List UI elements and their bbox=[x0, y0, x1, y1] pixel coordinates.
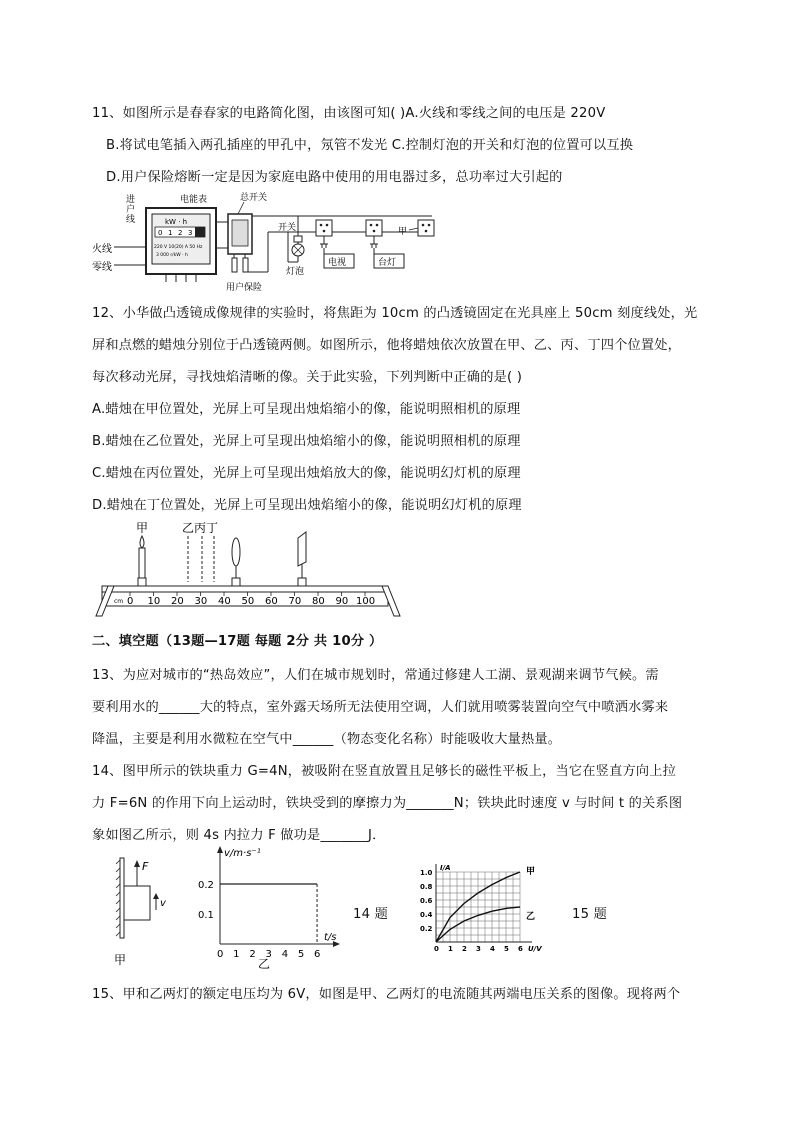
q12-option-d: D.蜡烛在丁位置处，光屏上可呈现出烛焰缩小的像，能说明幻灯机的原理 bbox=[92, 498, 522, 513]
bench-tick-label: 0 bbox=[127, 596, 134, 607]
meter-revs: 3 000 r/kW · h bbox=[156, 253, 188, 258]
series-legend-label: 甲 bbox=[526, 867, 536, 877]
bench-tick-label: 90 bbox=[335, 596, 349, 607]
q15-line-1: 15、甲和乙两灯的额定电压均为 6V，如图是甲、乙两灯的电流随其两端电压关系的图像。现将两个 bbox=[92, 987, 681, 1002]
socket-jia bbox=[418, 220, 434, 236]
velocity-v-label: v bbox=[160, 898, 166, 909]
meter-digit: 1 bbox=[168, 229, 173, 237]
q11-line-3: D.用户保险熔断一定是因为家庭电路中使用的用电器过多，总功率过大引起的 bbox=[106, 170, 563, 185]
q14-line-1: 14、图甲所示的铁块重力 G=4N，被吸附在竖直放置且足够长的磁性平板上，当它在竖直方向上拉 bbox=[92, 764, 677, 779]
q11-circuit-figure bbox=[92, 192, 452, 296]
fig14-jia bbox=[110, 856, 170, 968]
bench-tick-label: 80 bbox=[312, 596, 325, 607]
switch-label: 开关 bbox=[278, 223, 297, 233]
section-2-heading: 二、填空题（13题—17题 每题 2分 共 10分 ） bbox=[92, 634, 383, 649]
fig14-jia-label: 甲 bbox=[114, 953, 127, 967]
q13-line-3: 降温，主要是利用水微粒在空气中______（物态变化名称）时能吸收大量热量。 bbox=[92, 732, 562, 747]
fuse-label: 用户保险 bbox=[226, 283, 263, 293]
socket-tv bbox=[316, 220, 332, 236]
x-tick-label: 1 bbox=[448, 945, 453, 953]
bench-tick-label: 10 bbox=[147, 596, 161, 607]
x-tick-label: 3 bbox=[265, 949, 272, 960]
y-tick-label: 0.2 bbox=[420, 925, 433, 933]
q14-line-2: 力 F=6N 的作用下向上运动时，铁块受到的摩擦力为_______N；铁块此时速度 v 与时间 t 的关系图 bbox=[92, 796, 683, 811]
bench-tick-label: 50 bbox=[241, 596, 255, 607]
q12-option-b: B.蜡烛在乙位置处，光屏上可呈现出烛焰缩小的像，能说明照相机的原理 bbox=[92, 434, 521, 449]
q13-line-2: 要利用水的______大的特点，室外露天场所无法使用空调，人们就用喷雾装置向空气中喷洒水雾来 bbox=[92, 700, 669, 715]
light-screen bbox=[298, 532, 306, 566]
fig15-iu-chart bbox=[410, 862, 550, 954]
y-tick-label: 0.2 bbox=[198, 880, 214, 891]
bench-tick-label: 60 bbox=[265, 596, 278, 607]
x-tick-label: 5 bbox=[504, 945, 509, 953]
position-yi-bing-ding-label: 乙丙丁 bbox=[182, 521, 219, 535]
x-tick-label: 4 bbox=[490, 945, 495, 953]
socket-lamp bbox=[366, 220, 382, 236]
bench-tick-label: 40 bbox=[218, 596, 231, 607]
y-tick-label: 0.6 bbox=[420, 897, 433, 905]
series-legend-label: 乙 bbox=[526, 912, 536, 922]
meter-unit: kW · h bbox=[165, 218, 188, 226]
meter-digit: 2 bbox=[178, 229, 183, 237]
candle bbox=[139, 548, 145, 578]
tv-label: 电视 bbox=[328, 258, 347, 268]
y-axis-label: I/A bbox=[440, 864, 451, 872]
force-f-label: F bbox=[142, 860, 149, 873]
meter-digits bbox=[155, 227, 205, 237]
live-wire-label: 火线 bbox=[92, 244, 112, 255]
incoming-label-2: 户 bbox=[126, 205, 136, 215]
q15-caption: 15 题 bbox=[572, 907, 607, 922]
scale-unit: cm bbox=[114, 598, 124, 605]
incoming-label-3: 线 bbox=[126, 215, 136, 225]
q13-line-1: 13、为应对城市的“热岛效应”，人们在城市规划时，常通过修建人工湖、景观湖来调节气候。需 bbox=[92, 668, 659, 683]
position-jia-label: 甲 bbox=[136, 521, 149, 535]
iron-block bbox=[124, 886, 150, 920]
bench-rail bbox=[102, 586, 388, 592]
fuse-1 bbox=[232, 258, 237, 272]
q12-line-1: 12、小华做凸透镜成像规律的实验时，将焦距为 10cm 的凸透镜固定在光具座上 50cm 刻度线处，光 bbox=[92, 306, 698, 321]
candle-flame-icon bbox=[140, 536, 144, 548]
bench-tick-label: 30 bbox=[194, 596, 208, 607]
x-tick-label: 0 bbox=[434, 945, 439, 953]
bench-tick-label: 100 bbox=[356, 596, 376, 607]
y-tick-label: 0.4 bbox=[420, 911, 433, 919]
main-switch-label: 总开关 bbox=[240, 193, 268, 203]
fig14-yi-label: 乙 bbox=[258, 957, 271, 971]
x-tick-label: 3 bbox=[476, 945, 481, 953]
meter-digit: 3 bbox=[188, 229, 193, 237]
fig14-yi-vt-chart bbox=[186, 842, 346, 972]
q11-line-1: 11、如图所示是春春家的电路简化图，由该图可知( )A.火线和零线之间的电压是 220V bbox=[92, 106, 606, 121]
jia-socket-label: 甲 bbox=[398, 227, 408, 237]
meter-label: 电能表 bbox=[180, 195, 208, 205]
x-tick-label: 6 bbox=[314, 949, 321, 960]
x-tick-label: 1 bbox=[233, 949, 240, 960]
convex-lens bbox=[232, 538, 240, 566]
x-tick-label: 2 bbox=[249, 949, 256, 960]
meter-digit: 0 bbox=[158, 229, 163, 237]
x-tick-label: 0 bbox=[217, 949, 224, 960]
y-tick-label: 0.1 bbox=[198, 910, 214, 921]
fuse-2 bbox=[243, 258, 248, 272]
lamp-label: 台灯 bbox=[378, 258, 397, 268]
q11-line-2: B.将试电笔插入两孔插座的甲孔中，氖管不发光 C.控制灯泡的开关和灯泡的位置可以互换 bbox=[106, 138, 634, 153]
y-axis-label: v/m·s⁻¹ bbox=[224, 848, 261, 859]
x-tick-label: 4 bbox=[281, 949, 289, 960]
y-tick-label: 1.0 bbox=[420, 869, 433, 877]
incoming-label-1: 进 bbox=[126, 195, 136, 205]
q14-caption: 14 题 bbox=[353, 907, 388, 922]
magnetic-plate bbox=[120, 858, 124, 938]
x-tick-label: 2 bbox=[462, 945, 467, 953]
q12-option-a: A.蜡烛在甲位置处，光屏上可呈现出烛焰缩小的像，能说明照相机的原理 bbox=[92, 402, 521, 417]
x-axis-label: U/V bbox=[528, 945, 542, 953]
q12-line-2: 屏和点燃的蜡烛分别位于凸透镜两侧。如图所示，他将蜡烛依次放置在甲、乙、丙、丁四个位置处， bbox=[92, 338, 682, 353]
bulb-label: 灯泡 bbox=[286, 267, 305, 277]
bench-tick-label: 20 bbox=[171, 596, 184, 607]
x-tick-label: 6 bbox=[518, 945, 523, 953]
neutral-wire-label: 零线 bbox=[92, 262, 112, 273]
y-tick-label: 0.8 bbox=[420, 883, 433, 891]
x-axis-label: t/s bbox=[324, 932, 337, 943]
meter-rating: 220 V 10(20) A 50 Hz bbox=[154, 245, 203, 250]
q12-option-c: C.蜡烛在丙位置处，光屏上可呈现出烛焰放大的像，能说明幻灯机的原理 bbox=[92, 466, 521, 481]
bench-tick-label: 70 bbox=[288, 596, 302, 607]
x-tick-label: 5 bbox=[297, 949, 305, 960]
q14-line-3: 象如图乙所示，则 4s 内拉力 F 做功是_______J． bbox=[92, 828, 386, 843]
q12-line-3: 每次移动光屏，寻找烛焰清晰的像。关于此实验，下列判断中正确的是( ) bbox=[92, 370, 523, 385]
optical-bench-figure bbox=[92, 516, 412, 618]
